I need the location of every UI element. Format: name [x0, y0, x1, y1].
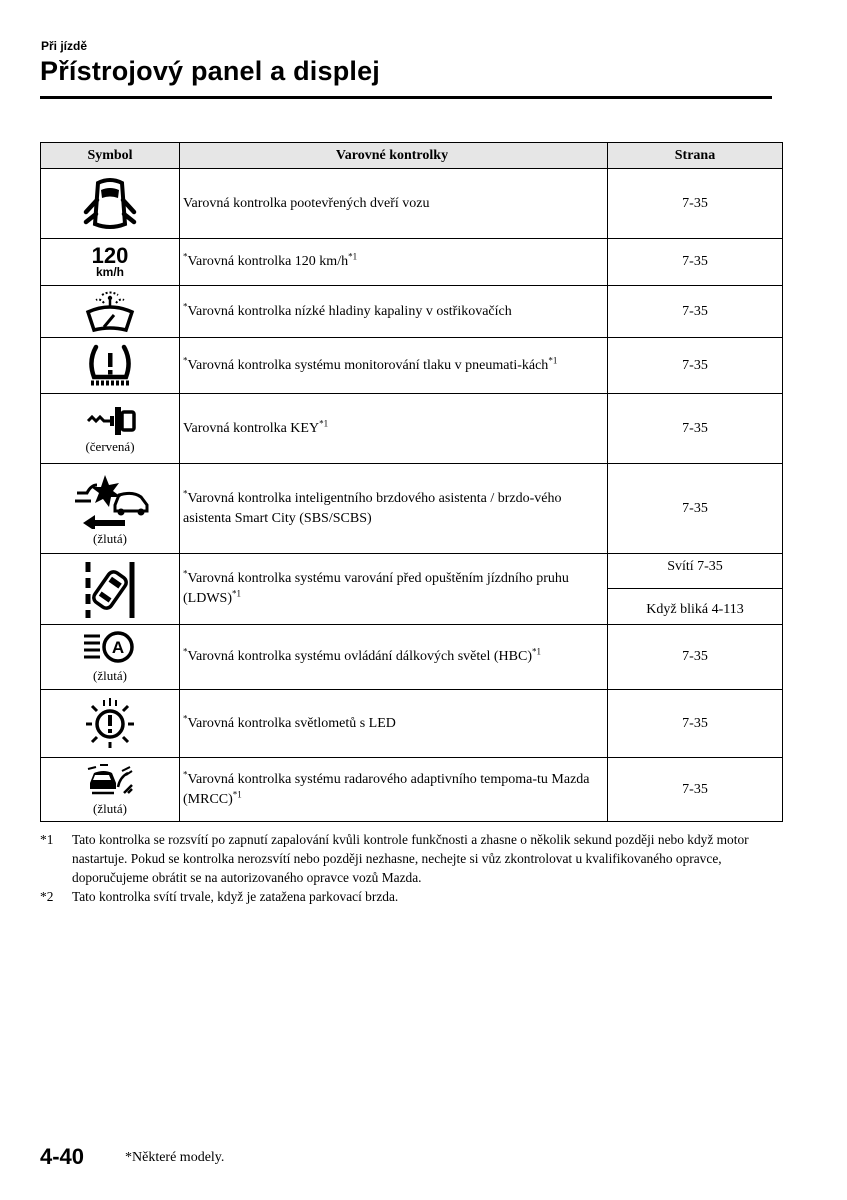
footnote	[40, 887, 780, 906]
row-footnote-ref: *1	[232, 788, 242, 799]
table-row	[41, 169, 783, 239]
page-cell: 7-35	[608, 338, 783, 394]
row-description: Varovná kontrolka systému ovládání dálkových světel (HBC)	[187, 649, 532, 664]
page-cell: 7-35	[608, 464, 783, 554]
row-star: *	[183, 712, 188, 723]
page-title: Přístrojový panel a displej	[40, 56, 381, 86]
symbol-cell	[41, 169, 180, 239]
table-row	[41, 554, 783, 625]
row-description: Varovná kontrolka systému radarového adaptivního tempoma-tu Mazda (MRCC)	[183, 771, 590, 807]
table-row	[41, 338, 783, 394]
color-note: (červená)	[85, 438, 135, 454]
row-description: Varovná kontrolka pootevřených dveří vozu	[183, 195, 430, 211]
page-cell: 7-35	[608, 690, 783, 758]
row-star: *	[183, 768, 188, 779]
row-description: Varovná kontrolka systému varování před opuštěním jízdního pruhu (LDWS)	[183, 571, 569, 606]
footnote-text: Tato kontrolka se rozsvítí po zapnutí zapalování kvůli kontrole funkčnosti a zhasne o několik sekund později nebo když motor nastartuje. Pokud se kontrolka nerozsvítí nebo později nezhasne, nechejte si vůz zkontrolovat u kvalifikovaného opravce, doporučujeme obrátit se na autorizovaného opravce vozů Mazda.	[72, 832, 749, 885]
description-cell	[180, 464, 608, 554]
speed-120-unit: km/h	[95, 265, 124, 279]
row-star: *	[183, 300, 188, 311]
header-page: Strana	[608, 143, 783, 169]
section-label: Při jízdě	[41, 39, 88, 53]
table-row	[41, 758, 783, 822]
page-cell: 7-35	[608, 394, 783, 464]
row-star: *	[183, 646, 188, 657]
row-star: *	[183, 354, 188, 365]
hbc-letter: A	[111, 638, 125, 657]
color-note: (žlutá)	[93, 800, 127, 816]
symbol-cell	[41, 338, 180, 394]
footer-note: *Některé modely.	[125, 1150, 225, 1165]
description-cell	[180, 554, 608, 625]
description-cell	[180, 625, 608, 690]
footnotes	[40, 830, 780, 906]
page-number: 4-40	[40, 1144, 85, 1169]
row-footnote-ref: *1	[232, 588, 241, 599]
radar-cruise-icon	[84, 763, 136, 799]
description-cell	[180, 758, 608, 822]
symbol-cell	[41, 758, 180, 822]
row-footnote-ref: *1	[548, 354, 558, 365]
key-icon	[82, 403, 138, 437]
symbol-cell	[41, 239, 180, 286]
row-description: Varovná kontrolka systému monitorování tlaku v pneumati-kách	[187, 357, 549, 373]
symbol-cell	[41, 690, 180, 758]
page-cell: 7-35	[608, 286, 783, 338]
row-footnote-ref: *1	[531, 646, 541, 657]
symbol-cell	[41, 394, 180, 464]
description-cell	[180, 338, 608, 394]
header-description: Varovné kontrolky	[180, 143, 608, 169]
footnote-mark: *2	[40, 889, 54, 904]
page-cell: 7-35	[608, 625, 783, 690]
row-star: *	[183, 251, 188, 262]
page-cell	[608, 554, 783, 625]
table-row	[41, 286, 783, 338]
description-cell	[180, 394, 608, 464]
page-cell: 7-35	[608, 169, 783, 239]
speed-120-number: 120	[91, 243, 129, 268]
description-cell	[180, 690, 608, 758]
row-description: Varovná kontrolka KEY	[183, 420, 320, 436]
led-headlight-icon	[82, 696, 138, 752]
page-on: Svítí 7-35	[608, 554, 782, 589]
speed-120-icon	[41, 243, 179, 279]
table-row	[41, 239, 783, 286]
description-cell	[180, 286, 608, 338]
high-beam-control-icon	[80, 630, 140, 666]
color-note: (žlutá)	[93, 668, 127, 683]
symbol-cell	[41, 464, 180, 554]
row-description: Varovná kontrolka 120 km/h	[187, 254, 349, 269]
brake-assist-icon	[69, 471, 151, 529]
description-cell	[180, 239, 608, 286]
table-header-row	[41, 143, 783, 169]
row-description: Varovná kontrolka inteligentního brzdového asistenta / brzdo-vého asistenta Smart City (SBS/SCBS)	[183, 490, 562, 526]
warning-lights-table	[40, 142, 783, 822]
table-row	[41, 690, 783, 758]
page-blink: Když bliká 4-113	[646, 602, 744, 617]
row-star: *	[183, 568, 188, 579]
row-footnote-ref: *1	[319, 417, 329, 428]
lane-departure-icon	[80, 558, 140, 620]
row-star: *	[183, 487, 188, 498]
row-description: Varovná kontrolka světlometů s LED	[187, 715, 396, 731]
description-cell	[180, 169, 608, 239]
page-cell: 7-35	[608, 239, 783, 286]
page-cell: 7-35	[608, 758, 783, 822]
row-description: Varovná kontrolka nízké hladiny kapaliny v ostřikovačích	[187, 303, 512, 319]
washer-fluid-icon	[82, 290, 138, 334]
tire-pressure-icon	[82, 343, 138, 389]
footnote	[40, 830, 780, 887]
title-rule	[40, 96, 772, 99]
color-note: (žlutá)	[93, 530, 127, 546]
footnote-mark: *1	[40, 832, 54, 847]
footnote-text: Tato kontrolka svítí trvale, když je zatažena parkovací brzda.	[72, 889, 399, 904]
table-row	[41, 464, 783, 554]
table-row	[41, 394, 783, 464]
symbol-cell	[41, 286, 180, 338]
table-row	[41, 625, 783, 690]
symbol-cell	[41, 625, 180, 690]
row-footnote-ref: *1	[348, 251, 358, 262]
header-symbol: Symbol	[41, 143, 180, 169]
door-open-icon	[80, 174, 140, 234]
symbol-cell	[41, 554, 180, 625]
